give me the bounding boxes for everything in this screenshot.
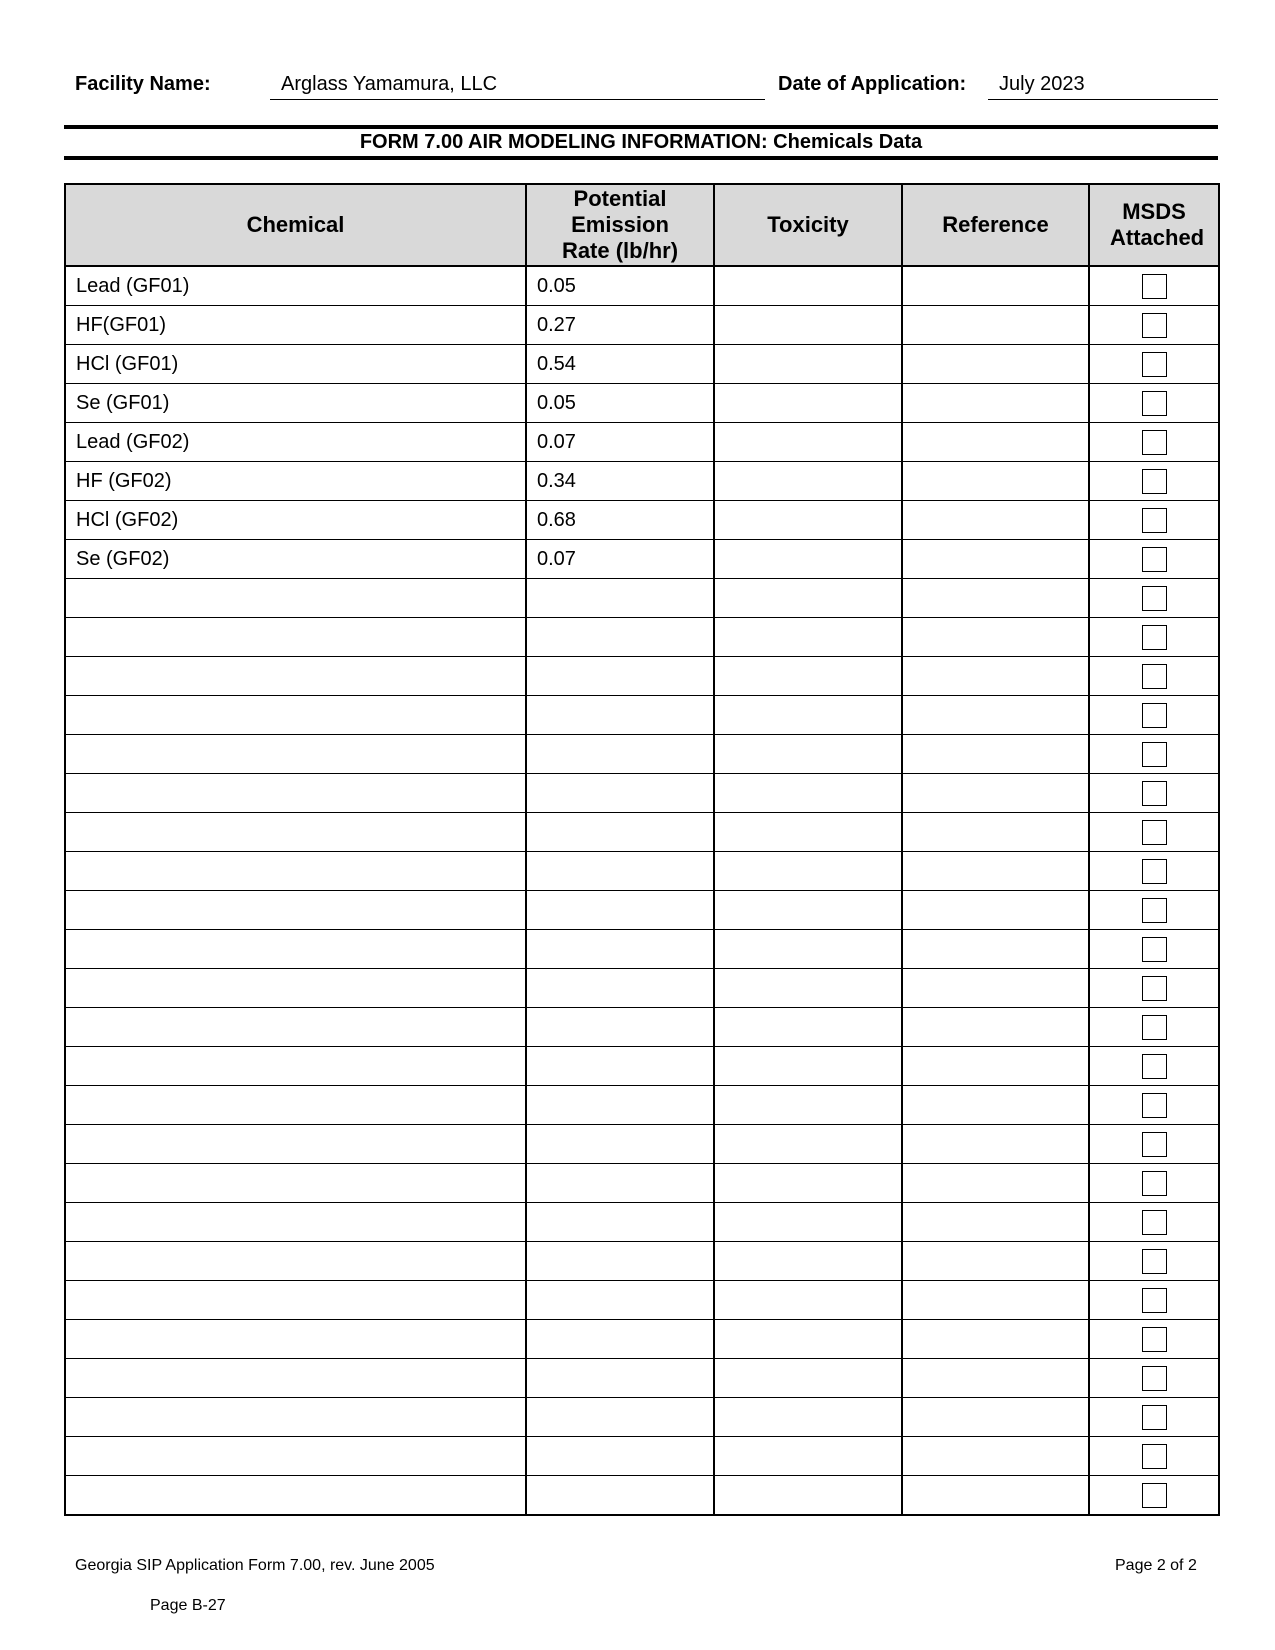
msds-attached-cell: [1089, 579, 1219, 618]
toxicity-cell[interactable]: [714, 1320, 902, 1359]
toxicity-cell[interactable]: [714, 969, 902, 1008]
reference-cell[interactable]: [902, 266, 1089, 306]
msds-attached-checkbox[interactable]: [1142, 1327, 1167, 1352]
msds-attached-checkbox[interactable]: [1142, 586, 1167, 611]
msds-attached-cell: [1089, 735, 1219, 774]
msds-attached-cell: [1089, 1398, 1219, 1437]
msds-attached-checkbox[interactable]: [1142, 664, 1167, 689]
facility-name-value[interactable]: Arglass Yamamura, LLC: [281, 73, 498, 95]
emission-rate-cell[interactable]: [526, 735, 714, 774]
reference-cell[interactable]: [902, 501, 1089, 540]
chemical-cell[interactable]: [65, 618, 526, 657]
emission-rate-cell[interactable]: [526, 1281, 714, 1320]
msds-attached-cell: [1089, 1047, 1219, 1086]
table-row: [65, 1359, 1219, 1398]
toxicity-cell[interactable]: [714, 501, 902, 540]
chemical-cell[interactable]: [65, 1164, 526, 1203]
msds-attached-checkbox[interactable]: [1142, 1483, 1167, 1508]
msds-attached-cell: [1089, 930, 1219, 969]
msds-attached-cell: [1089, 891, 1219, 930]
reference-cell[interactable]: [902, 345, 1089, 384]
msds-attached-cell: [1089, 852, 1219, 891]
toxicity-cell[interactable]: [714, 618, 902, 657]
reference-cell[interactable]: [902, 540, 1089, 579]
toxicity-cell[interactable]: [714, 1203, 902, 1242]
chemical-cell[interactable]: [65, 735, 526, 774]
msds-attached-cell: [1089, 384, 1219, 423]
msds-attached-checkbox[interactable]: [1142, 1405, 1167, 1430]
msds-attached-checkbox[interactable]: [1142, 820, 1167, 845]
emission-rate-cell[interactable]: 0.54: [526, 345, 714, 384]
date-of-application-label: Date of Application:: [778, 73, 967, 95]
column-header-chemical: Chemical: [65, 184, 526, 266]
msds-attached-cell: [1089, 1008, 1219, 1047]
table-row: [65, 735, 1219, 774]
chemical-cell[interactable]: [65, 1008, 526, 1047]
reference-cell[interactable]: [902, 462, 1089, 501]
reference-cell[interactable]: [902, 852, 1089, 891]
msds-attached-checkbox[interactable]: [1142, 274, 1167, 299]
reference-cell[interactable]: [902, 579, 1089, 618]
reference-cell[interactable]: [902, 1164, 1089, 1203]
emission-rate-cell[interactable]: 0.05: [526, 266, 714, 306]
emission-rate-cell[interactable]: [526, 891, 714, 930]
chemical-cell[interactable]: [65, 891, 526, 930]
table-row: [65, 852, 1219, 891]
emission-rate-cell[interactable]: [526, 1125, 714, 1164]
msds-attached-checkbox[interactable]: [1142, 976, 1167, 1001]
reference-cell[interactable]: [902, 774, 1089, 813]
reference-cell[interactable]: [902, 969, 1089, 1008]
emission-rate-cell[interactable]: [526, 1242, 714, 1281]
msds-attached-checkbox[interactable]: [1142, 313, 1167, 338]
toxicity-cell[interactable]: [714, 266, 902, 306]
msds-attached-cell: [1089, 1164, 1219, 1203]
emission-rate-cell[interactable]: [526, 969, 714, 1008]
reference-cell[interactable]: [902, 1398, 1089, 1437]
reference-cell[interactable]: [902, 1437, 1089, 1476]
chemical-cell[interactable]: HF(GF01): [65, 306, 526, 345]
table-row: [65, 1203, 1219, 1242]
emission-rate-cell[interactable]: 0.27: [526, 306, 714, 345]
emission-rate-cell[interactable]: 0.05: [526, 384, 714, 423]
msds-attached-cell: [1089, 1320, 1219, 1359]
column-header-emission-rate: Potential Emission Rate (lb/hr): [526, 184, 714, 266]
toxicity-cell[interactable]: [714, 930, 902, 969]
chemical-cell[interactable]: [65, 1359, 526, 1398]
msds-attached-cell: [1089, 1086, 1219, 1125]
msds-attached-checkbox[interactable]: [1142, 898, 1167, 923]
msds-attached-cell: [1089, 774, 1219, 813]
toxicity-cell[interactable]: [714, 1047, 902, 1086]
reference-cell[interactable]: [902, 1281, 1089, 1320]
table-row: [65, 1398, 1219, 1437]
msds-attached-cell: [1089, 306, 1219, 345]
reference-cell[interactable]: [902, 1476, 1089, 1516]
reference-cell[interactable]: [902, 657, 1089, 696]
toxicity-cell[interactable]: [714, 579, 902, 618]
chemical-cell[interactable]: [65, 1125, 526, 1164]
table-row: [65, 345, 1219, 384]
toxicity-cell[interactable]: [714, 1281, 902, 1320]
reference-cell[interactable]: [902, 735, 1089, 774]
reference-cell[interactable]: [902, 384, 1089, 423]
msds-attached-checkbox[interactable]: [1142, 508, 1167, 533]
table-row: [65, 930, 1219, 969]
emission-rate-cell[interactable]: 0.68: [526, 501, 714, 540]
msds-attached-checkbox[interactable]: [1142, 1132, 1167, 1157]
chemical-cell[interactable]: [65, 1476, 526, 1516]
emission-rate-cell[interactable]: [526, 1359, 714, 1398]
msds-attached-checkbox[interactable]: [1142, 1249, 1167, 1274]
chemical-cell[interactable]: [65, 1047, 526, 1086]
msds-attached-checkbox[interactable]: [1142, 1171, 1167, 1196]
table-row: [65, 1086, 1219, 1125]
table-header-row: [65, 184, 1219, 266]
chemical-cell[interactable]: Lead (GF01): [65, 266, 526, 306]
msds-attached-checkbox[interactable]: [1142, 391, 1167, 416]
emission-rate-cell[interactable]: [526, 579, 714, 618]
msds-attached-cell: [1089, 345, 1219, 384]
emission-rate-cell[interactable]: [526, 1008, 714, 1047]
table-row: [65, 384, 1219, 423]
chemicals-table: [64, 183, 1220, 1516]
facility-name-label: Facility Name:: [75, 73, 211, 95]
reference-cell[interactable]: [902, 1008, 1089, 1047]
msds-attached-checkbox[interactable]: [1142, 1054, 1167, 1079]
table-row: [65, 618, 1219, 657]
toxicity-cell[interactable]: [714, 1398, 902, 1437]
table-row: [65, 1125, 1219, 1164]
toxicity-cell[interactable]: [714, 1008, 902, 1047]
reference-cell[interactable]: [902, 813, 1089, 852]
emission-rate-cell[interactable]: [526, 657, 714, 696]
date-of-application-value[interactable]: July 2023: [999, 73, 1085, 95]
table-row: [65, 501, 1219, 540]
chemical-cell[interactable]: [65, 1086, 526, 1125]
emission-rate-cell[interactable]: [526, 774, 714, 813]
reference-cell[interactable]: [902, 1242, 1089, 1281]
msds-attached-cell: [1089, 813, 1219, 852]
footer-page-code: Page B-27: [150, 1597, 226, 1614]
table-row: [65, 774, 1219, 813]
table-row: [65, 1281, 1219, 1320]
msds-attached-cell: [1089, 1359, 1219, 1398]
msds-attached-cell: [1089, 618, 1219, 657]
toxicity-cell[interactable]: [714, 1125, 902, 1164]
toxicity-cell[interactable]: [714, 852, 902, 891]
toxicity-cell[interactable]: [714, 657, 902, 696]
chemical-cell[interactable]: [65, 657, 526, 696]
table-row: [65, 696, 1219, 735]
reference-cell[interactable]: [902, 891, 1089, 930]
reference-cell[interactable]: [902, 930, 1089, 969]
emission-rate-cell[interactable]: 0.34: [526, 462, 714, 501]
form-title-bar: [64, 125, 1218, 160]
chemical-cell[interactable]: [65, 1242, 526, 1281]
chemical-cell[interactable]: [65, 852, 526, 891]
msds-attached-checkbox[interactable]: [1142, 352, 1167, 377]
chemical-cell[interactable]: Lead (GF02): [65, 423, 526, 462]
msds-attached-cell: [1089, 1437, 1219, 1476]
msds-attached-cell: [1089, 1125, 1219, 1164]
column-header-reference: Reference: [902, 184, 1089, 266]
emission-rate-cell[interactable]: [526, 1320, 714, 1359]
msds-attached-cell: [1089, 423, 1219, 462]
emission-rate-cell[interactable]: 0.07: [526, 540, 714, 579]
chemical-cell[interactable]: HCl (GF02): [65, 501, 526, 540]
toxicity-cell[interactable]: [714, 306, 902, 345]
reference-cell[interactable]: [902, 1047, 1089, 1086]
msds-attached-cell: [1089, 462, 1219, 501]
table-row: [65, 1047, 1219, 1086]
msds-attached-checkbox[interactable]: [1142, 625, 1167, 650]
emission-rate-cell[interactable]: [526, 696, 714, 735]
toxicity-cell[interactable]: [714, 384, 902, 423]
chemical-cell[interactable]: [65, 1203, 526, 1242]
chemical-cell[interactable]: [65, 1437, 526, 1476]
msds-attached-cell: [1089, 1242, 1219, 1281]
msds-attached-checkbox[interactable]: [1142, 1444, 1167, 1469]
msds-attached-checkbox[interactable]: [1142, 703, 1167, 728]
chemical-cell[interactable]: Se (GF02): [65, 540, 526, 579]
chemical-cell[interactable]: [65, 1398, 526, 1437]
msds-attached-checkbox[interactable]: [1142, 1015, 1167, 1040]
chemical-cell[interactable]: [65, 1281, 526, 1320]
column-header-toxicity: Toxicity: [714, 184, 902, 266]
chemical-cell[interactable]: HCl (GF01): [65, 345, 526, 384]
toxicity-cell[interactable]: [714, 891, 902, 930]
toxicity-cell[interactable]: [714, 462, 902, 501]
facility-name-underline: [270, 99, 765, 100]
emission-rate-cell[interactable]: [526, 1398, 714, 1437]
emission-rate-cell[interactable]: [526, 1164, 714, 1203]
footer-page-of: Page 2 of 2: [1115, 1557, 1197, 1574]
emission-rate-cell[interactable]: 0.07: [526, 423, 714, 462]
msds-attached-cell: [1089, 1281, 1219, 1320]
toxicity-cell[interactable]: [714, 774, 902, 813]
reference-cell[interactable]: [902, 423, 1089, 462]
msds-attached-checkbox[interactable]: [1142, 1288, 1167, 1313]
table-row: [65, 1476, 1219, 1516]
table-row: [65, 657, 1219, 696]
msds-attached-checkbox[interactable]: [1142, 469, 1167, 494]
toxicity-cell[interactable]: [714, 1164, 902, 1203]
reference-cell[interactable]: [902, 1125, 1089, 1164]
toxicity-cell[interactable]: [714, 1242, 902, 1281]
msds-attached-checkbox[interactable]: [1142, 1210, 1167, 1235]
toxicity-cell[interactable]: [714, 540, 902, 579]
reference-cell[interactable]: [902, 618, 1089, 657]
table-row: [65, 266, 1219, 306]
table-row: [65, 579, 1219, 618]
toxicity-cell[interactable]: [714, 1086, 902, 1125]
table-row: [65, 1242, 1219, 1281]
form-title: FORM 7.00 AIR MODELING INFORMATION: Chemicals Data: [359, 131, 923, 153]
chemical-cell[interactable]: [65, 774, 526, 813]
toxicity-cell[interactable]: [714, 735, 902, 774]
msds-attached-checkbox[interactable]: [1142, 547, 1167, 572]
emission-rate-cell[interactable]: [526, 1437, 714, 1476]
chemical-cell[interactable]: [65, 813, 526, 852]
msds-attached-cell: [1089, 1476, 1219, 1516]
table-row: [65, 423, 1219, 462]
msds-attached-checkbox[interactable]: [1142, 781, 1167, 806]
toxicity-cell[interactable]: [714, 813, 902, 852]
reference-cell[interactable]: [902, 1320, 1089, 1359]
chemical-cell[interactable]: HF (GF02): [65, 462, 526, 501]
msds-attached-cell: [1089, 501, 1219, 540]
emission-rate-cell[interactable]: [526, 813, 714, 852]
reference-cell[interactable]: [902, 306, 1089, 345]
column-header-msds-attached: MSDS Attached: [1089, 184, 1219, 266]
msds-attached-checkbox[interactable]: [1142, 1093, 1167, 1118]
chemical-cell[interactable]: [65, 1320, 526, 1359]
msds-attached-cell: [1089, 266, 1219, 306]
reference-cell[interactable]: [902, 1359, 1089, 1398]
msds-attached-cell: [1089, 657, 1219, 696]
chemical-cell[interactable]: [65, 930, 526, 969]
emission-rate-cell[interactable]: [526, 1047, 714, 1086]
msds-attached-cell: [1089, 1203, 1219, 1242]
table-row: [65, 891, 1219, 930]
table-row: [65, 813, 1219, 852]
emission-rate-cell[interactable]: [526, 930, 714, 969]
toxicity-cell[interactable]: [714, 1437, 902, 1476]
reference-cell[interactable]: [902, 1203, 1089, 1242]
table-row: [65, 540, 1219, 579]
emission-rate-cell[interactable]: [526, 618, 714, 657]
table-row: [65, 1437, 1219, 1476]
msds-attached-checkbox[interactable]: [1142, 937, 1167, 962]
msds-attached-checkbox[interactable]: [1142, 859, 1167, 884]
toxicity-cell[interactable]: [714, 423, 902, 462]
reference-cell[interactable]: [902, 696, 1089, 735]
msds-attached-cell: [1089, 540, 1219, 579]
msds-attached-cell: [1089, 696, 1219, 735]
msds-attached-checkbox[interactable]: [1142, 742, 1167, 767]
chemical-cell[interactable]: [65, 696, 526, 735]
footer-form-revision: Georgia SIP Application Form 7.00, rev. June 2005: [75, 1557, 435, 1574]
msds-attached-cell: [1089, 969, 1219, 1008]
msds-attached-checkbox[interactable]: [1142, 1366, 1167, 1391]
emission-rate-cell[interactable]: [526, 1086, 714, 1125]
date-of-application-underline: [988, 99, 1218, 100]
toxicity-cell[interactable]: [714, 345, 902, 384]
table-row: [65, 1320, 1219, 1359]
chemical-cell[interactable]: [65, 579, 526, 618]
chemical-cell[interactable]: Se (GF01): [65, 384, 526, 423]
reference-cell[interactable]: [902, 1086, 1089, 1125]
chemical-cell[interactable]: [65, 969, 526, 1008]
table-row: [65, 306, 1219, 345]
msds-attached-checkbox[interactable]: [1142, 430, 1167, 455]
toxicity-cell[interactable]: [714, 1359, 902, 1398]
table-row: [65, 462, 1219, 501]
emission-rate-cell[interactable]: [526, 1203, 714, 1242]
emission-rate-cell[interactable]: [526, 1476, 714, 1516]
table-row: [65, 1164, 1219, 1203]
toxicity-cell[interactable]: [714, 1476, 902, 1516]
emission-rate-cell[interactable]: [526, 852, 714, 891]
toxicity-cell[interactable]: [714, 696, 902, 735]
table-row: [65, 1008, 1219, 1047]
table-row: [65, 969, 1219, 1008]
